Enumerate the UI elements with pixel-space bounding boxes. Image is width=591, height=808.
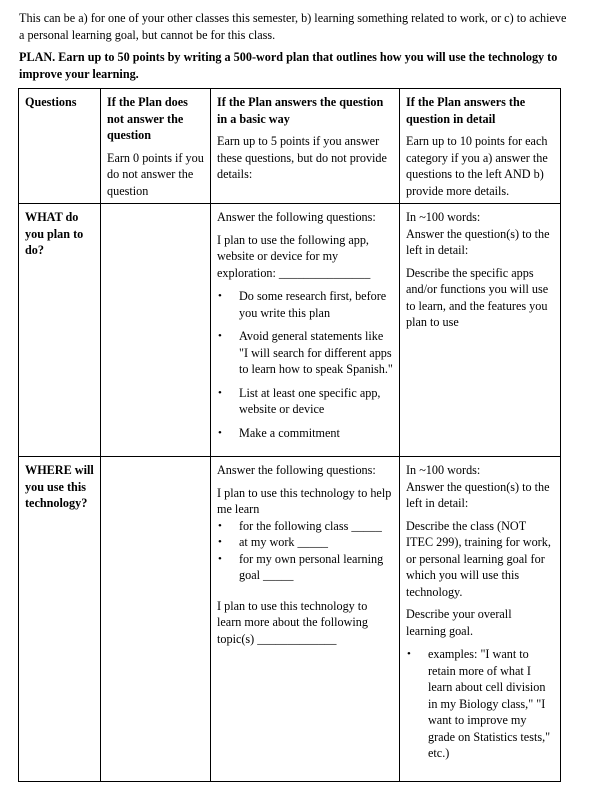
basic-intro-where: Answer the following questions: <box>217 463 376 477</box>
detail-body-where: Describe the class (NOT ITEC 299), training for work, or personal learning goal for which you will use this technology. <box>406 518 551 599</box>
list-item: • for the following class _____ <box>217 518 393 535</box>
plan-heading: PLAN. Earn up to 50 points by writing a 500-word plan that outlines how you will use the technology to improve your learning. <box>19 50 558 81</box>
question-what-label: WHAT do you plan to do? <box>25 210 84 257</box>
header-no-answer-title: If the Plan does not answer the question <box>107 95 188 142</box>
header-no-answer <box>101 89 211 204</box>
list-item: • Avoid general statements like "I will search for different apps to learn how to speak Spanish." <box>217 328 393 378</box>
detail-cell-what <box>400 204 561 457</box>
basic-prompt2-where: I plan to use this technology to learn more about the following topic(s) _____________ <box>217 598 368 646</box>
list-item: • examples: "I want to retain more of what I learn about cell division in my Biology class," "I want to improve my grade on Statistics tests," etc.) <box>406 646 554 762</box>
basic-cell-what <box>211 204 400 457</box>
detail-body2-where: Describe your overall learning goal. <box>406 607 512 638</box>
question-where <box>19 457 101 782</box>
basic-intro-what: Answer the following questions: <box>217 210 376 224</box>
table-header-row <box>19 89 561 204</box>
rubric-table <box>18 88 561 782</box>
no-answer-cell-where <box>101 457 211 782</box>
header-detail-title: If the Plan answers the question in detail <box>406 95 526 126</box>
list-item: • Do some research first, before you write this plan <box>217 288 393 321</box>
detail-intro-what: In ~100 words: <box>406 210 481 224</box>
basic-bullets-what <box>217 288 393 441</box>
detail-cell-where <box>400 457 561 782</box>
list-item: • Make a commitment <box>217 425 393 442</box>
question-what <box>19 204 101 457</box>
table-row-where <box>19 457 561 782</box>
detail-intro-where: In ~100 words: <box>406 463 481 477</box>
header-basic-title: If the Plan answers the question in a basic way <box>217 95 384 126</box>
basic-prompt-where: I plan to use this technology to help me learn <box>217 485 392 516</box>
list-item: • for my own personal learning goal _____ <box>217 551 393 584</box>
basic-bullets-where <box>217 518 393 584</box>
detail-line-where: Answer the question(s) to the left in detail: <box>406 479 550 510</box>
intro-text: This can be a) for one of your other classes this semester, b) learning something related to work, or c) to achieve a personal learning goal, but cannot be for this class. <box>19 11 567 42</box>
detail-line-what: Answer the question(s) to the left in detail: <box>406 226 550 257</box>
list-item: • List at least one specific app, website or device <box>217 385 393 418</box>
header-questions <box>19 89 101 204</box>
detail-bullets-where <box>406 646 554 762</box>
detail-body-what: Describe the specific apps and/or functions you will use to learn, and the features you plan to use <box>406 265 549 329</box>
header-basic <box>211 89 400 204</box>
basic-prompt-what: I plan to use the following app, website or device for my exploration: _______________ <box>217 232 371 280</box>
no-answer-cell-what <box>101 204 211 457</box>
table-row-what <box>19 204 561 457</box>
question-where-label: WHERE will you use this technology? <box>25 463 94 510</box>
header-questions-label: Questions <box>25 95 77 109</box>
basic-cell-where <box>211 457 400 782</box>
header-detail-body: Earn up to 10 points for each category if you a) answer the questions to the left AND b) provide more details. <box>406 134 548 198</box>
header-basic-body: Earn up to 5 points if you answer these questions, but do not provide details: <box>217 134 387 181</box>
header-no-answer-body: Earn 0 points if you do not answer the question <box>107 150 204 198</box>
list-item: • at my work _____ <box>217 534 393 551</box>
header-detail <box>400 89 561 204</box>
